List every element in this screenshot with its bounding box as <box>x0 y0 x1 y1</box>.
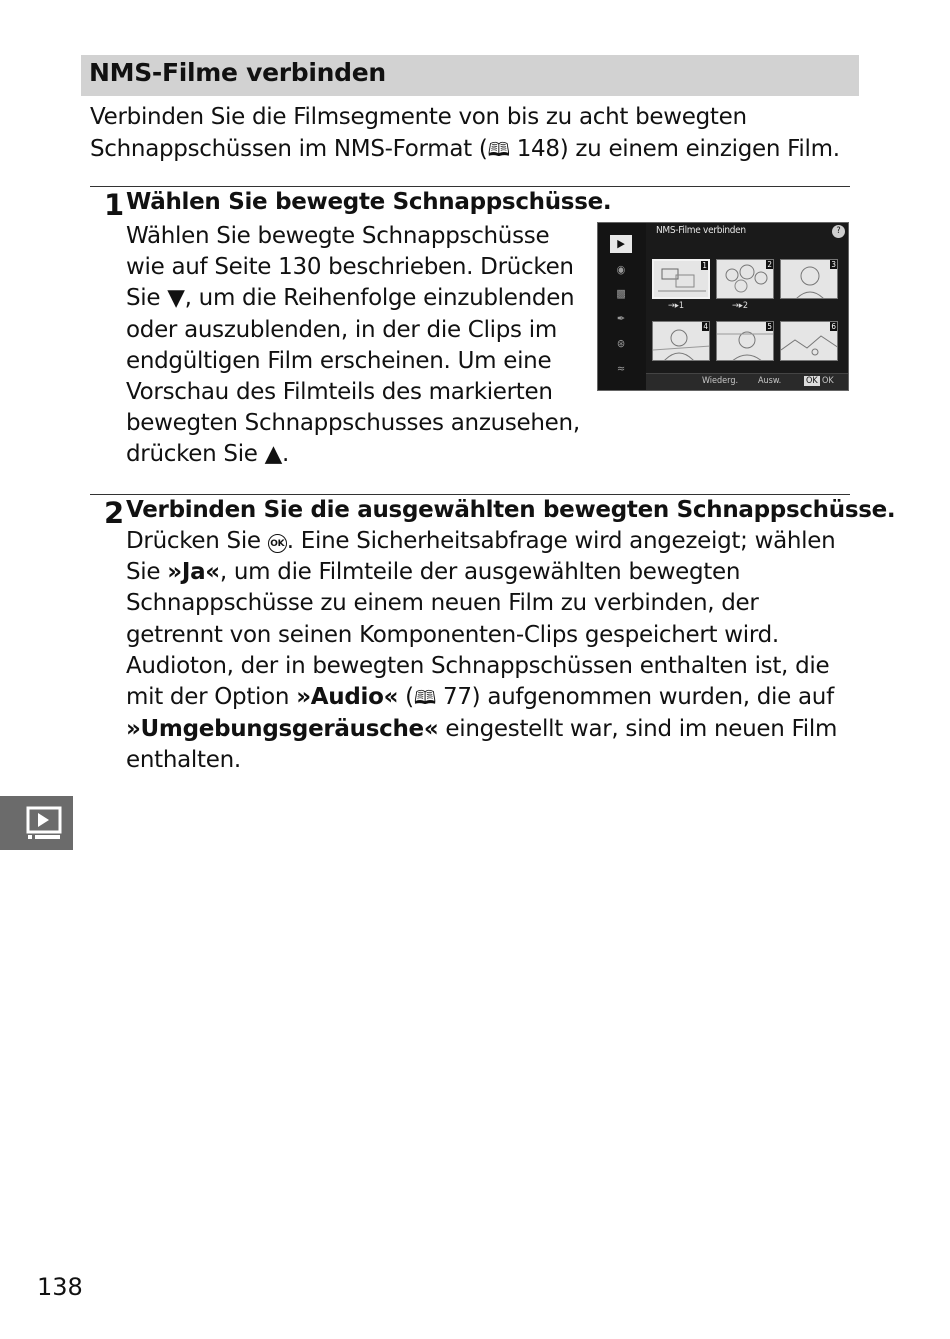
intro-line-1: Verbinden Sie die Filmsegmente von bis zu acht bewegten <box>90 104 747 130</box>
thumbnail-number: 2 <box>767 260 772 269</box>
thumbnail-3 <box>780 259 838 299</box>
option-audio: »Audio« <box>296 684 399 711</box>
thumbnail-number: 5 <box>767 322 772 331</box>
intro-paragraph <box>90 101 860 166</box>
intro-tail: ) zu einem einzigen Film. <box>559 136 840 162</box>
retouch-menu-icon: ✒ <box>616 312 626 325</box>
camera-screen-title: NMS-Filme verbinden <box>656 225 746 236</box>
ok-button-icon: OK <box>268 534 287 553</box>
thumbnail-4 <box>652 321 710 361</box>
thumbnail-number: 4 <box>703 322 708 331</box>
step-2-line-1 <box>126 526 861 557</box>
step-2-text: mit der Option <box>126 684 297 711</box>
step-1-title: Wählen Sie bewegte Schnappschüsse. <box>126 189 612 215</box>
footer-ok-button-icon: OK <box>806 376 818 386</box>
step-2-text: Drücken Sie <box>126 528 268 554</box>
step-1-line: drücken Sie ▲. <box>126 441 290 468</box>
step-1-body <box>126 221 580 471</box>
section-header <box>81 55 859 96</box>
order-label-2: →▸2 <box>732 301 749 311</box>
step-2-line-6 <box>126 682 861 714</box>
thumbnail-6 <box>780 321 838 361</box>
step-2-text: eingestellt war, sind im neuen Film <box>438 716 838 743</box>
step-1-line: Sie ▼, um die Reihenfolge einzublenden <box>126 285 575 312</box>
playback-menu-icon: ▶ <box>610 235 632 253</box>
footer-ok-label: OK <box>822 376 834 386</box>
intro-page-ref: 148 <box>516 136 560 162</box>
step-1-line: wie auf Seite 130 beschrieben. Drücken <box>126 254 574 281</box>
step-1-line: Vorschau des Filmteils des markierten <box>126 379 553 406</box>
thumbnail-5 <box>716 321 774 361</box>
thumbnail-grid <box>652 259 844 379</box>
step-2-divider <box>90 494 850 495</box>
thumbnail-number: 1 <box>702 261 707 270</box>
setup-menu-icon: ⊛ <box>616 337 626 350</box>
step-2-text: . Eine Sicherheitsabfrage wird angezeigt; wählen <box>286 528 836 554</box>
thumbnail-number: 3 <box>831 260 836 269</box>
playback-chapter-icon <box>0 796 73 850</box>
step-1-divider <box>90 186 850 187</box>
step-2-line-7 <box>126 714 861 745</box>
thumbnail-1 <box>652 259 710 299</box>
step-2-text: ) aufgenommen wurden, die auf <box>471 684 834 711</box>
camera-menu-sidebar <box>598 223 646 390</box>
help-icon: ? <box>832 225 845 238</box>
chapter-tab <box>0 796 73 850</box>
audio-page-ref: 77 <box>442 684 472 711</box>
section-title: NMS-Filme verbinden <box>89 58 386 87</box>
step-1-line: oder auszublenden, in der die Clips im <box>126 316 557 343</box>
step-2-number: 2 <box>104 496 124 530</box>
intro-line-2 <box>90 133 860 166</box>
step-2-line-2 <box>126 557 861 588</box>
thumbnail-number: 6 <box>831 322 836 331</box>
intro-line-2-text: Schnappschüssen im NMS-Format ( <box>90 136 488 162</box>
step-2-text: Sie <box>126 559 168 586</box>
camera-screen-footer <box>646 373 848 390</box>
step-2-body <box>126 526 861 777</box>
step-2-text: ( <box>398 684 414 711</box>
shooting-menu-icon: ◉ <box>616 263 626 276</box>
step-2-title: Verbinden Sie die ausgewählten bewegten Schnappschüsse. <box>126 497 896 523</box>
step-1-line: Wählen Sie bewegte Schnappschüsse <box>126 223 550 249</box>
order-label-1: →▸1 <box>668 301 685 311</box>
step-1-line: endgültigen Film erscheinen. Um eine <box>126 347 552 374</box>
step-2-line-8: enthalten. <box>126 747 241 774</box>
step-2-line-5: Audioton, der in bewegten Schnappschüssen enthalten ist, die <box>126 652 830 679</box>
option-yes: »Ja« <box>167 559 220 586</box>
step-2-text: , um die Filmteile der ausgewählten bewegten <box>219 559 741 586</box>
footer-select-label: Ausw. <box>758 376 782 386</box>
step-2-line-4: getrennt von seinen Komponenten-Clips gespeichert wird. <box>126 621 779 648</box>
camera-screen-illustration <box>597 222 849 391</box>
footer-playback-label: Wiederg. <box>702 376 739 386</box>
book-reference-icon: 🕮 <box>487 139 510 161</box>
page-number: 138 <box>37 1273 83 1301</box>
step-1-line: bewegten Schnappschusses anzusehen, <box>126 410 580 437</box>
thumbnail-2 <box>716 259 774 299</box>
option-ambient-sound: »Umgebungsgeräusche« <box>126 716 439 743</box>
wireless-icon: ≈ <box>616 362 626 375</box>
step-1-number: 1 <box>104 188 124 222</box>
movie-menu-icon: ▩ <box>616 287 626 300</box>
book-reference-icon: 🕮 <box>413 687 436 710</box>
step-2-line-3: Schnappschüsse zu einem neuen Film zu verbinden, der <box>126 590 759 617</box>
